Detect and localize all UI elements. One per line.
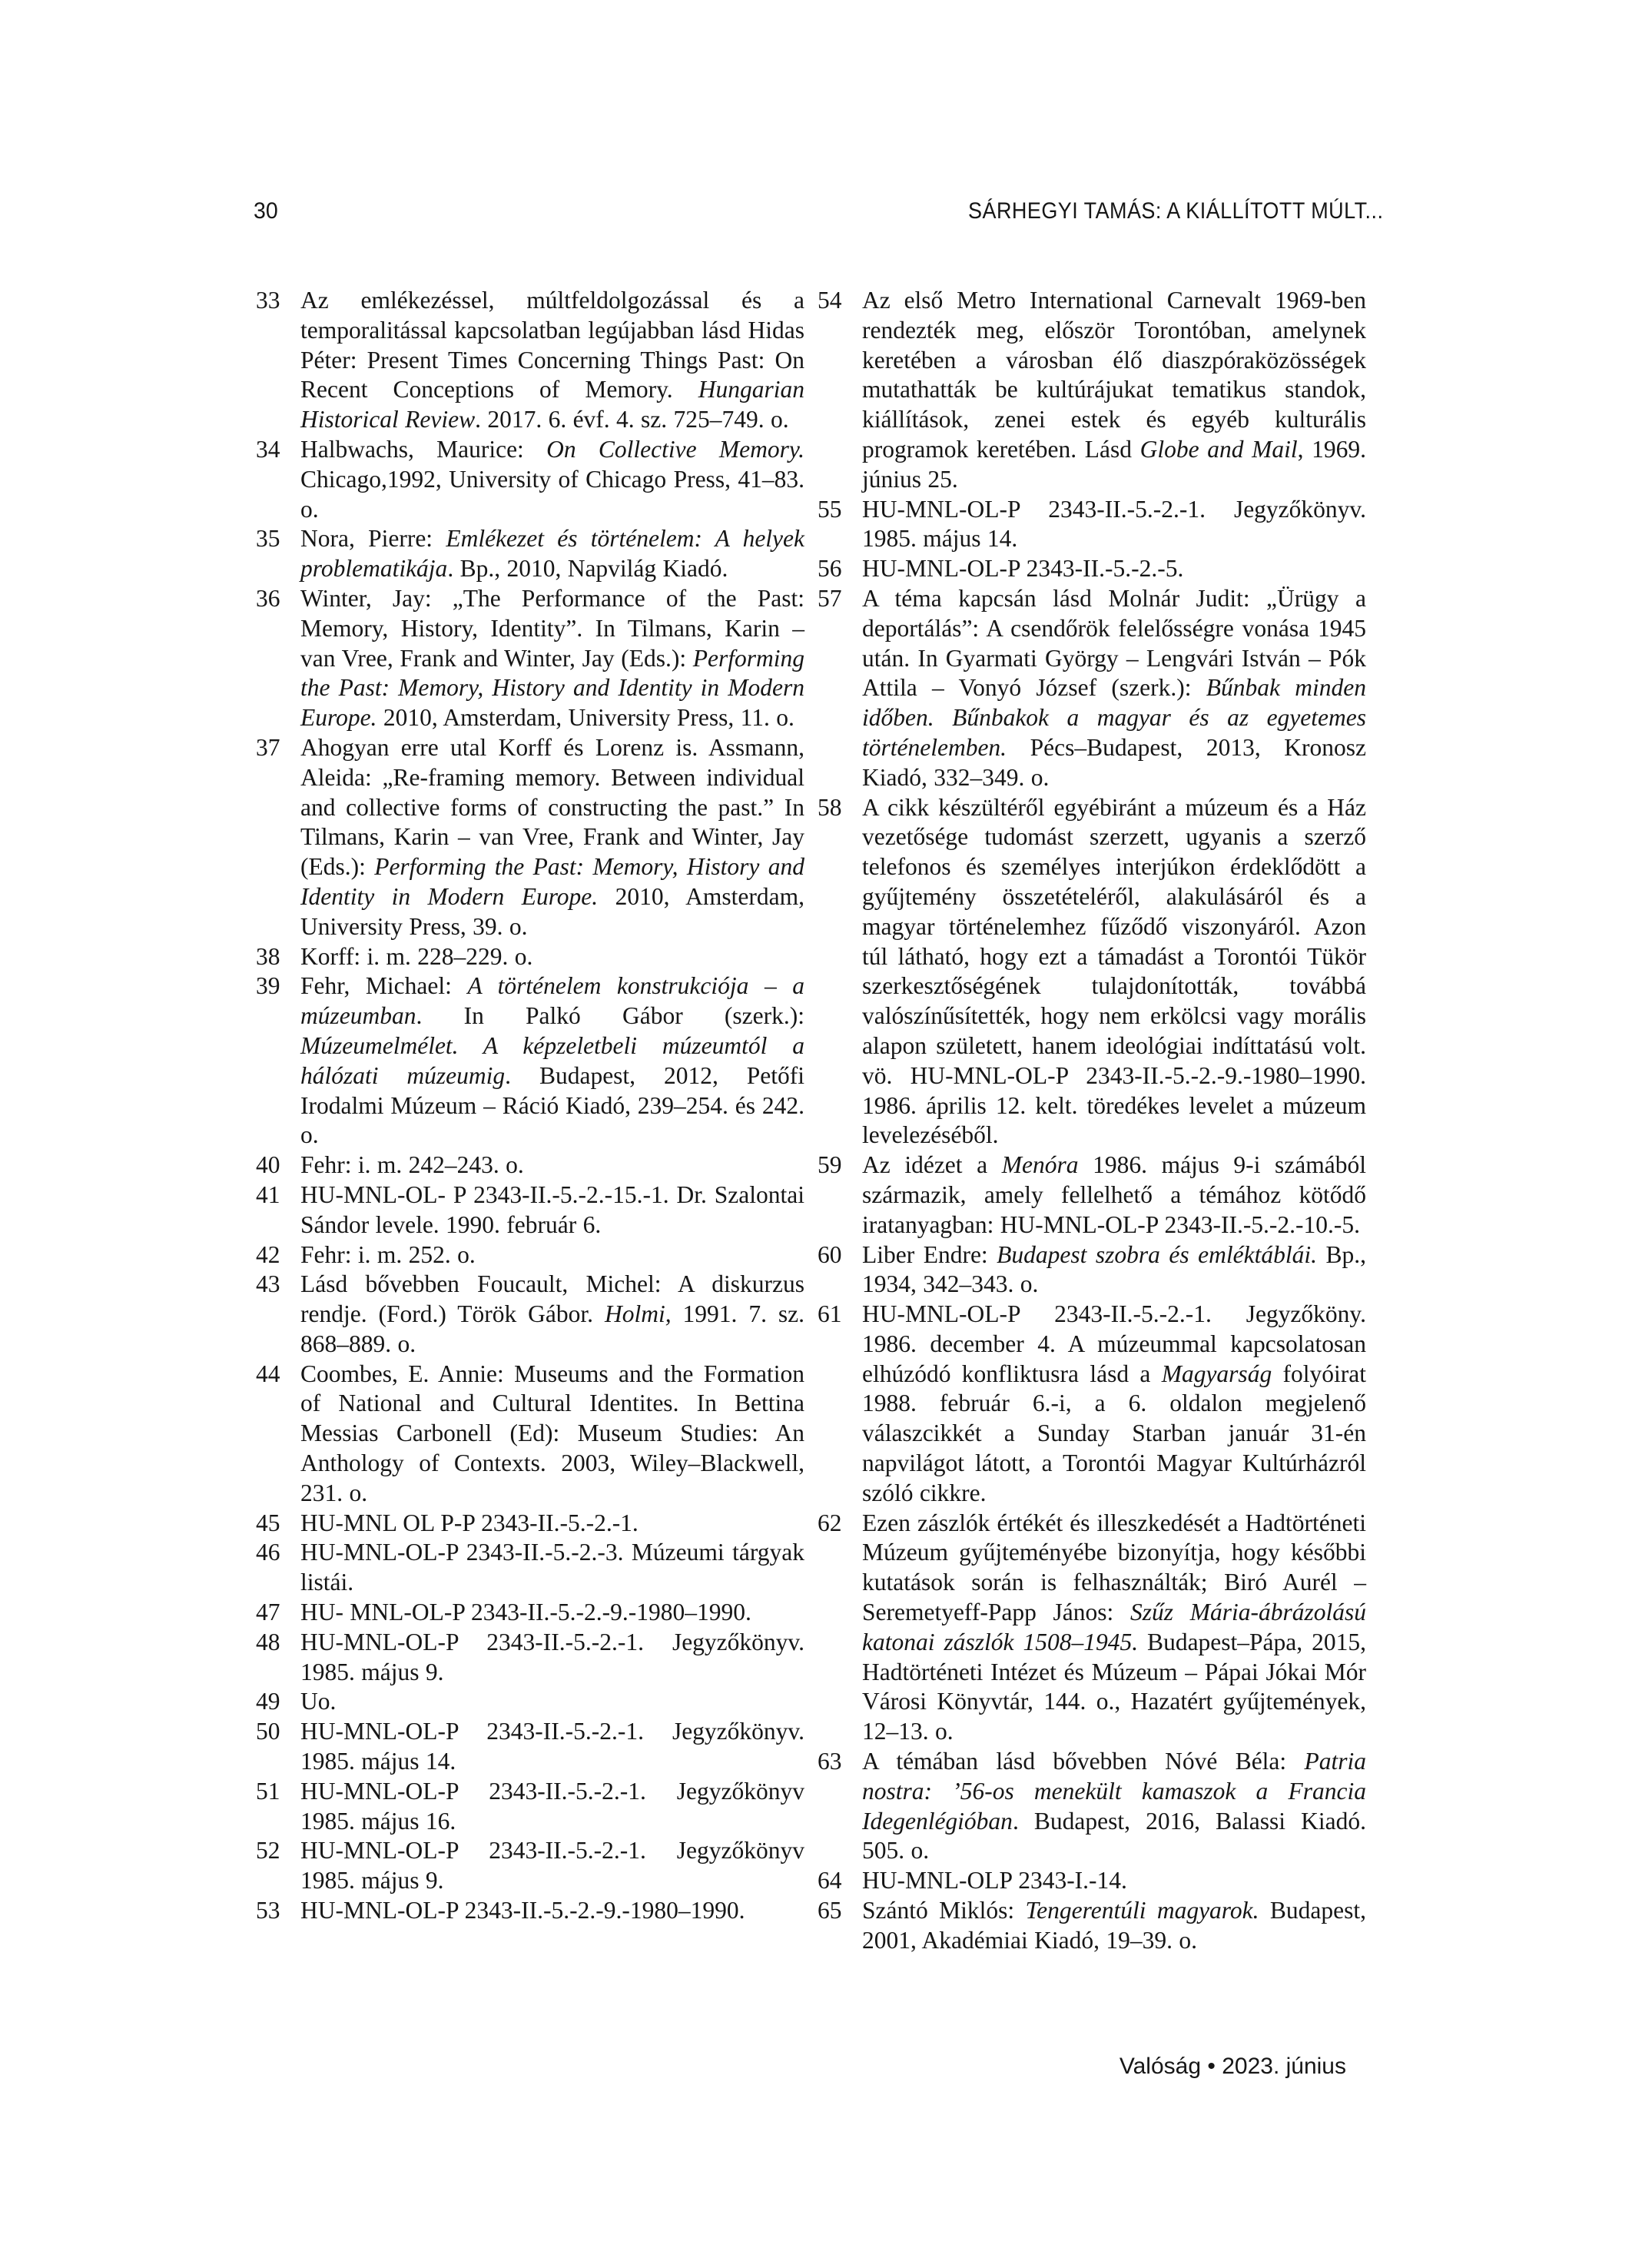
footnote-number: 62 (818, 1509, 842, 1536)
endnotes-column-left (256, 286, 804, 1926)
footnote-number: 41 (256, 1180, 280, 1208)
footnote-number: 46 (256, 1539, 280, 1566)
footnote-text: Fehr: i. m. 252. o. (300, 1240, 476, 1268)
footnote-item (818, 1866, 1366, 1896)
footnote-text: HU-MNL-OL-P 2343-II.-5.-2.-1. Jegyzőkönyv 1985. május 9. (300, 1837, 804, 1894)
footnote-item (256, 1836, 804, 1896)
footnote-item (818, 495, 1366, 555)
footnote-number: 33 (256, 287, 280, 314)
footnote-text: HU-MNL-OL-P 2343-II.-5.-2.-1. Jegyzőkönyv. 1985. május 9. (300, 1628, 804, 1685)
footnote-item (818, 1151, 1366, 1240)
footnote-number: 55 (818, 495, 842, 523)
footnote-text: Az első Metro International Carnevalt 1969-ben rendezték meg, először Torontóban, amelynek keretében a városban élő diaszpóraközösségek mutathatták be kultúrájukat tematikus standok, kiállítások, zenei estek és egyéb kulturális programok keretében. Lásd Globe and Mail, 1969. június 25. (862, 287, 1366, 493)
footnote-number: 34 (256, 435, 280, 463)
footnote-text: HU-MNL OL P-P 2343-II.-5.-2.-1. (300, 1509, 639, 1536)
footnote-item (818, 1240, 1366, 1300)
footnote-item (256, 1896, 804, 1926)
footnote-item (256, 1270, 804, 1359)
footnote-text: Az idézet a Menóra 1986. május 9-i számából származik, amely fellelhető a témához kötődő iratanyagban: HU-MNL-OL-P 2343-II.-5.-2.-10.-5. (862, 1151, 1366, 1238)
footnote-number: 57 (818, 584, 842, 612)
footnote-item (818, 554, 1366, 584)
footnote-item (818, 1300, 1366, 1509)
footnote-list-right (818, 286, 1366, 1956)
footnote-item (256, 1509, 804, 1539)
footnote-text: A témában lásd bővebben Nóvé Béla: Patria nostra: ’56-os menekült kamaszok a Francia Idegenlégióban. Budapest, 2016, Balassi Kiadó. 505. o. (862, 1748, 1366, 1865)
footnote-text: HU-MNL-OL-P 2343-II.-5.-2.-5. (862, 555, 1184, 583)
footnote-text: Fehr: i. m. 242–243. o. (300, 1151, 524, 1179)
footnote-number: 40 (256, 1151, 280, 1179)
footnote-number: 48 (256, 1628, 280, 1655)
footnote-list-left (256, 286, 804, 1926)
footnote-number: 58 (818, 793, 842, 821)
footnote-number: 50 (256, 1718, 280, 1745)
footnote-number: 65 (818, 1897, 842, 1924)
footnote-number: 51 (256, 1777, 280, 1805)
footnote-number: 56 (818, 555, 842, 583)
page-number: 30 (254, 198, 278, 224)
footnote-item (818, 286, 1366, 495)
footnote-text: HU-MNL-OL-P 2343-II.-5.-2.-1. Jegyzőkönyv. 1985. május 14. (300, 1718, 804, 1775)
footnote-number: 54 (818, 287, 842, 314)
footnote-number: 49 (256, 1688, 280, 1715)
footnote-number: 60 (818, 1240, 842, 1268)
footnote-item (256, 942, 804, 972)
footnote-item (256, 524, 804, 584)
footnote-item (256, 286, 804, 435)
footnote-text: HU-MNL-OL-P 2343-II.-5.-2.-9.-1980–1990. (300, 1897, 745, 1924)
footnote-text: HU- MNL-OL-P 2343-II.-5.-2.-9.-1980–1990. (300, 1599, 751, 1626)
footnote-item (256, 1598, 804, 1628)
footnote-number: 35 (256, 525, 280, 553)
footnote-item (256, 971, 804, 1151)
footnote-number: 47 (256, 1599, 280, 1626)
footnote-number: 45 (256, 1509, 280, 1536)
footnote-text: HU-MNL-OL-P 2343-II.-5.-2.-1. Jegyzőkönyv. 1985. május 14. (862, 495, 1366, 553)
footnote-number: 36 (256, 584, 280, 612)
footnote-text: A cikk készültéről egyébiránt a múzeum és a Ház vezetősége tudomást szerzett, ugyanis a szerző telefonos és személyes interjúkon érdeklődött a gyűjtemény összetételéről, alakulásáról és a magyar történelemhez fűződő viszonyáról. Azon túl látható, hogy ezt a támadást a Torontói Tükör szerkesztőségének tulajdonították, továbbá valószínűsítették, hogy nem erkölcsi vagy morális alapon született, hanem ideológiai indíttatású volt. vö. HU-MNL-OL-P 2343-II.-5.-2.-9.-1980–1990. 1986. április 12. kelt. töredékes levelet a múzeum levelezéséből. (862, 793, 1366, 1149)
footnote-text: Uo. (300, 1688, 337, 1715)
footnote-item (256, 1240, 804, 1270)
footnote-text: Liber Endre: Budapest szobra és emléktáblái. Bp., 1934, 342–343. o. (862, 1240, 1366, 1298)
footnote-text: A téma kapcsán lásd Molnár Judit: „Ürügy a deportálás”: A csendőrök felelősségre vonása 1945 után. In Gyarmati György – Lengvári István – Pók Attila – Vonyó József (szerk.): Bűnbak minden időben. Bűnbakok a magyar és az egyetemes történelemben. Pécs–Budapest, 2013, Kronosz Kiadó, 332–349. o. (862, 584, 1366, 791)
footnote-text: Ahogyan erre utal Korff és Lorenz is. Assmann, Aleida: „Re-framing memory. Between individual and collective forms of constructing the past.” In Tilmans, Karin – van Vree, Frank and Winter, Jay (Eds.): Performing the Past: Memory, History and Identity in Modern Europe. 2010, Amsterdam, University Press, 39. o. (300, 733, 804, 940)
footnote-item (256, 435, 804, 524)
footnote-number: 37 (256, 733, 280, 761)
footnote-item (818, 584, 1366, 793)
footnote-number: 61 (818, 1300, 842, 1328)
footnote-text: HU-MNL-OL-P 2343-II.-5.-2.-3. Múzeumi tárgyak listái. (300, 1539, 804, 1596)
footnote-text: HU-MNL-OL-P 2343-II.-5.-2.-1. Jegyzőköny. 1986. december 4. A múzeummal kapcsolatosan elhúzódó konfliktusra lásd a Magyarság folyóirat 1988. február 6.-i, a 6. oldalon megjelenő válaszcikkét a Sunday Starban január 31-én napvilágot látott, a Torontói Magyar Kultúrházról szóló cikkre. (862, 1300, 1366, 1506)
footnote-text: Nora, Pierre: Emlékezet és történelem: A helyek problematikája. Bp., 2010, Napvilág Kiadó. (300, 525, 804, 583)
running-head (254, 198, 1383, 224)
footnote-item (818, 1896, 1366, 1956)
footnote-number: 59 (818, 1151, 842, 1179)
footnote-item (256, 1538, 804, 1598)
endnotes-column-right (818, 286, 1366, 1956)
footnote-text: Coombes, E. Annie: Museums and the Formation of National and Cultural Identites. In Bettina Messias Carbonell (Ed): Museum Studies: An Anthology of Contexts. 2003, Wiley–Blackwell, 231. o. (300, 1360, 804, 1506)
footnote-item (256, 584, 804, 733)
footnote-number: 64 (818, 1867, 842, 1894)
footnote-text: Korff: i. m. 228–229. o. (300, 942, 533, 970)
footnote-item (818, 1509, 1366, 1747)
footnote-item (256, 1717, 804, 1777)
footnote-text: Halbwachs, Maurice: On Collective Memory. Chicago,1992, University of Chicago Press, 41–83. o. (300, 435, 804, 523)
footnote-text: Az emlékezéssel, múltfeldolgozással és a temporalitással kapcsolatban legújabban lásd Hidas Péter: Present Times Concerning Things Past: On Recent Conceptions of Memory. Hungarian Historical Review. 2017. 6. évf. 4. sz. 725–749. o. (300, 287, 804, 433)
footnote-number: 52 (256, 1837, 280, 1865)
journal-issue-line: Valóság • 2023. június (1119, 2054, 1346, 2079)
footnote-number: 42 (256, 1240, 280, 1268)
running-title: SÁRHEGYI TAMÁS: A KIÁLLÍTOTT MÚLT... (967, 198, 1383, 224)
footnote-text: HU-MNL-OLP 2343-I.-14. (862, 1867, 1127, 1894)
footnote-item (256, 1628, 804, 1688)
footnote-number: 44 (256, 1360, 280, 1387)
footnote-number: 43 (256, 1270, 280, 1298)
footnote-item (256, 733, 804, 942)
footnote-item (256, 1151, 804, 1180)
footnote-item (256, 1687, 804, 1717)
footnote-text: HU-MNL-OL- P 2343-II.-5.-2.-15.-1. Dr. Szalontai Sándor levele. 1990. február 6. (300, 1180, 804, 1238)
footnote-number: 38 (256, 942, 280, 970)
footnote-item (256, 1360, 804, 1509)
page-footer (1120, 2054, 1346, 2080)
footnote-text: Szántó Miklós: Tengerentúli magyarok. Budapest, 2001, Akadémiai Kiadó, 19–39. o. (862, 1897, 1367, 1954)
footnote-text: Ezen zászlók értékét és illeszkedését a Hadtörténeti Múzeum gyűjteményébe bizonyítja, hogy későbbi kutatások során is felhasználták; Biró Aurél – Seremetyeff-Papp János: Szűz Mária-ábrázolású katonai zászlók 1508–1945. Budapest–Pápa, 2015, Hadtörténeti Intézet és Múzeum – Pápai Jókai Mór Városi Könyvtár, 144. o., Hazatért gyűjtemények, 12–13. o. (862, 1509, 1366, 1745)
footnote-text: HU-MNL-OL-P 2343-II.-5.-2.-1. Jegyzőkönyv 1985. május 16. (300, 1777, 804, 1835)
footnote-number: 39 (256, 972, 280, 1000)
footnote-text: Lásd bővebben Foucault, Michel: A diskurzus rendje. (Ford.) Török Gábor. Holmi, 1991. 7. sz. 868–889. o. (300, 1270, 804, 1357)
footnote-item (256, 1180, 804, 1240)
footnote-item (256, 1777, 804, 1837)
footnote-item (818, 793, 1366, 1151)
footnote-text: Winter, Jay: „The Performance of the Past: Memory, History, Identity”. In Tilmans, Karin – van Vree, Frank and Winter, Jay (Eds.): Performing the Past: Memory, History and Identity in Modern Europe. 2010, Amsterdam, University Press, 11. o. (300, 584, 804, 732)
footnote-number: 63 (818, 1748, 842, 1775)
footnote-text: Fehr, Michael: A történelem konstrukciója – a múzeumban. In Palkó Gábor (szerk.): Múzeumelmélet. A képzeletbeli múzeumtól a hálózati múzeumig. Budapest, 2012, Petőfi Irodalmi Múzeum – Ráció Kiadó, 239–254. és 242. o. (300, 972, 805, 1149)
footnote-item (818, 1747, 1366, 1866)
footnote-number: 53 (256, 1897, 280, 1924)
